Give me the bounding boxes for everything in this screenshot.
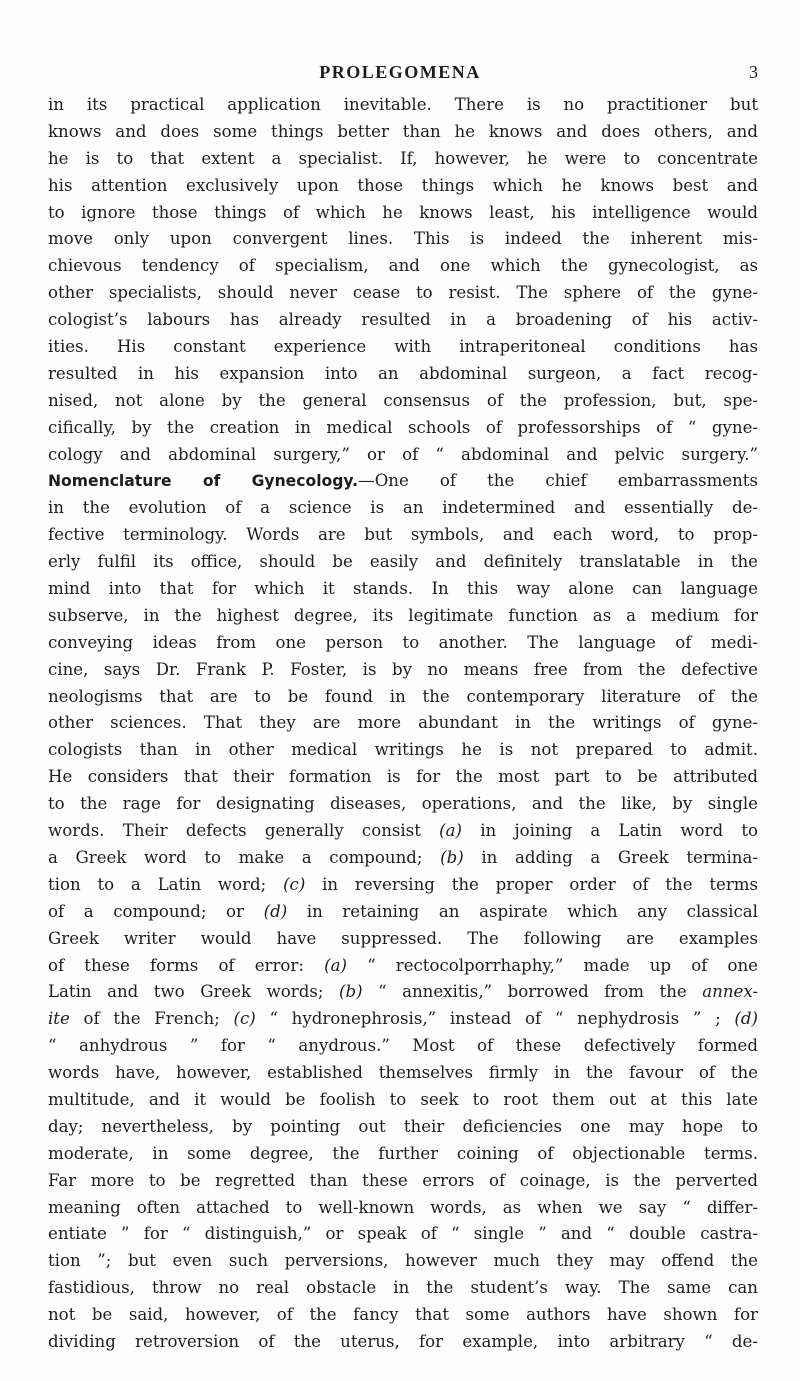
text-line: cine, says Dr. Frank P. Foster, is by no means free from the defective: [48, 659, 758, 679]
text-line: Far more to be regretted than these errors of coinage, is the perverted: [48, 1170, 758, 1190]
text-line: in its practical application inevitable. There is no practitioner but: [48, 95, 758, 114]
list-marker: (a): [439, 821, 462, 841]
text-line: not be said, however, of the fancy that some authors have shown for: [48, 1305, 758, 1325]
list-marker: (a): [324, 955, 347, 975]
text-line: [48, 818, 758, 845]
text-run: Latin and two Greek words;: [48, 982, 324, 1002]
text-line: his attention exclusively upon those things which he knows best and: [48, 175, 758, 195]
running-head: [0, 62, 800, 86]
text-line: words have, however, established themselves firmly in the favour of the: [48, 1063, 758, 1083]
text-line: chievous tendency of specialism, and one which the gynecologist, as: [48, 256, 758, 276]
text-run: in reversing the proper order of the terms: [305, 874, 759, 894]
text-line: nised, not alone by the general consensus of the profession, but, spe-: [48, 390, 758, 410]
text-line: conveying ideas from one person to another. The language of medi-: [48, 632, 758, 652]
text-line: fective terminology. Words are but symbols, and each word, to prop-: [48, 525, 758, 545]
text-line: multitude, and it would be foolish to seek to root them out at this late: [48, 1089, 758, 1109]
text-line: resulted in his expansion into an abdominal surgeon, a fact recog-: [48, 363, 758, 383]
text-run: —One of the chief embarrassments: [358, 471, 758, 491]
text-run: “ annexitis,” borrowed from the: [362, 982, 703, 1002]
text-line: [48, 979, 758, 1006]
section-heading: Nomenclature of Gynecology.: [48, 472, 359, 491]
text-line: moderate, in some degree, the further coining of objectionable terms.: [48, 1143, 758, 1163]
text-run: of a compound; or: [48, 901, 244, 921]
text-line: dividing retroversion of the uterus, for example, into arbitrary “ de-: [48, 1331, 758, 1351]
text-line: other sciences. That they are more abundant in the writings of gyne-: [48, 713, 758, 733]
text-line: He considers that their formation is for the most part to be attributed: [48, 767, 758, 787]
text-line: cology and abdominal surgery,” or of “ abdominal and pelvic surgery.”: [48, 444, 758, 464]
italic-word: annex-: [702, 982, 758, 1002]
text-line: neologisms that are to be found in the contemporary literature of the: [48, 686, 758, 706]
text-run: in retaining an aspirate which any classical: [287, 901, 758, 921]
text-line-section-start: [48, 468, 758, 495]
text-run: words. Their defects generally consist: [48, 821, 421, 841]
text-line: [48, 845, 758, 872]
text-line: other specialists, should never cease to resist. The sphere of the gyne-: [48, 283, 758, 303]
text-line: to ignore those things of which he knows least, his intelligence would: [48, 202, 758, 222]
text-line: subserve, in the highest degree, its legitimate function as a medium for: [48, 605, 758, 625]
text-run: a Greek word to make a compound;: [48, 847, 441, 867]
text-line: entiate ” for “ distinguish,” or speak of “ single ” and “ double castra-: [48, 1224, 758, 1244]
list-marker: (c): [283, 874, 306, 894]
italic-word: ite: [48, 1009, 70, 1029]
text-line: cologist’s labours has already resulted in a broadening of his activ-: [48, 310, 758, 330]
text-line: in the evolution of a science is an indetermined and essentially de-: [48, 498, 758, 518]
text-line: erly fulfil its office, should be easily and definitely translatable in the: [48, 552, 758, 572]
text-line: ities. His constant experience with intraperitoneal conditions has: [48, 337, 758, 357]
text-line: fastidious, throw no real obstacle in the student’s way. The same can: [48, 1278, 758, 1298]
text-line: tion ”; but even such perversions, however much they may offend the: [48, 1251, 758, 1271]
running-title: PROLEGOMENA: [319, 62, 481, 82]
text-line: Greek writer would have suppressed. The following are examples: [48, 928, 758, 948]
page-number: 3: [749, 62, 758, 82]
text-run: tion to a Latin word;: [48, 874, 267, 894]
text-run: of the French;: [69, 1009, 234, 1029]
text-line: cologists than in other medical writings he is not prepared to admit.: [48, 740, 758, 760]
text-run: in adding a Greek termina-: [463, 847, 758, 867]
text-line: [48, 872, 758, 899]
text-line: [48, 899, 758, 926]
text-run: “ rectocolporrhaphy,” made up of one: [346, 955, 759, 975]
text-line: day; nevertheless, by pointing out their deficiencies one may hope to: [48, 1116, 758, 1136]
text-run: of these forms of error:: [48, 955, 304, 975]
list-marker: (b): [440, 847, 464, 867]
text-line: to the rage for designating diseases, operations, and the like, by single: [48, 794, 758, 814]
list-marker: (b): [338, 982, 363, 1002]
text-run: in joining a Latin word to: [461, 821, 758, 841]
text-run: “ hydronephrosis,” instead of “ nephydrosis ” ;: [255, 1009, 735, 1029]
text-line: move only upon convergent lines. This is indeed the inherent mis-: [48, 229, 758, 249]
text-line: [48, 1006, 758, 1033]
text-line: meaning often attached to well-known words, as when we say “ differ-: [48, 1197, 758, 1217]
text-line: knows and does some things better than he knows and does others, and: [48, 121, 758, 141]
list-marker: (d): [734, 1009, 758, 1029]
list-marker: (c): [233, 1009, 256, 1029]
text-line: [48, 953, 758, 980]
text-line: he is to that extent a specialist. If, however, he were to concentrate: [48, 148, 758, 168]
text-line: mind into that for which it stands. In this way alone can language: [48, 579, 758, 599]
text-line: “ anhydrous ” for “ anydrous.” Most of these defectively formed: [48, 1036, 758, 1056]
body-text: [48, 92, 758, 1356]
text-line: cifically, by the creation in medical schools of professorships of “ gyne-: [48, 417, 758, 437]
list-marker: (d): [263, 901, 288, 921]
